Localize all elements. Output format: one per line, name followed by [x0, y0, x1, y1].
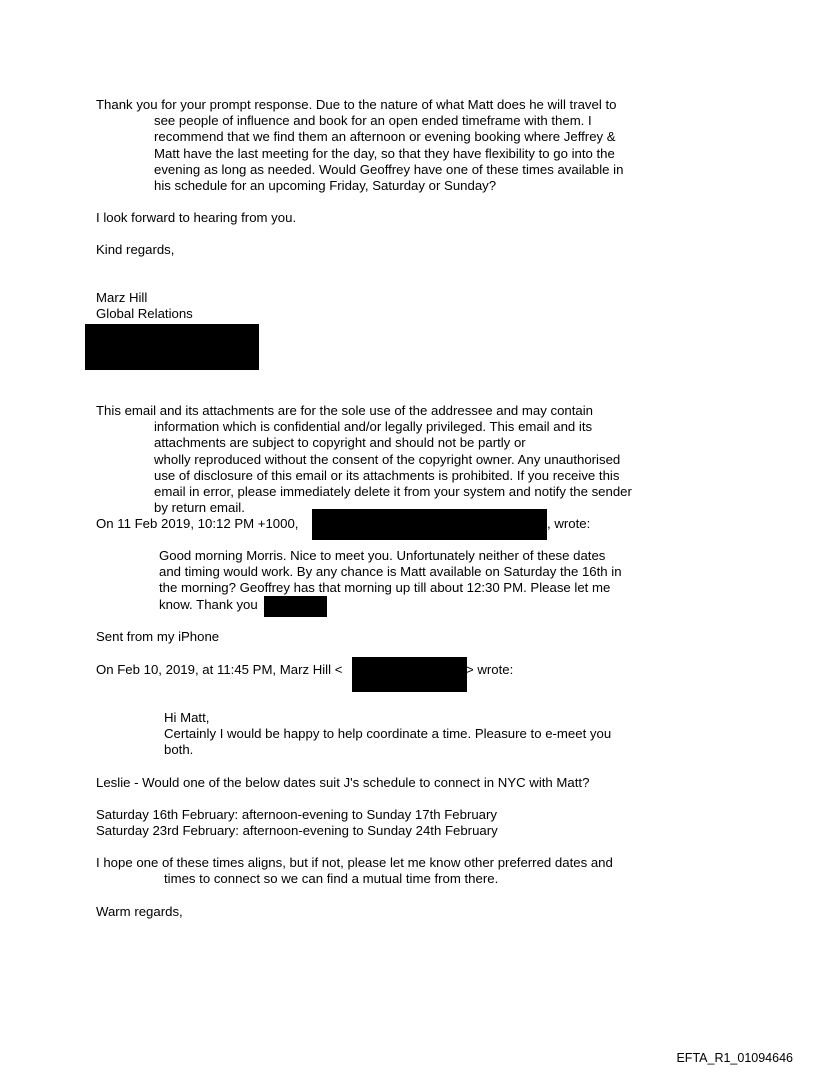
hope-line: times to connect so we can find a mutual time from there. [164, 871, 499, 887]
intro-paragraph [96, 97, 716, 194]
disclaimer-line: information which is confidential and/or legally privileged. This email and its [154, 419, 593, 435]
intro-line: his schedule for an upcoming Friday, Saturday or Sunday? [154, 178, 497, 194]
redaction-block [352, 657, 467, 692]
document-id: EFTA_R1_01094646 [676, 1051, 793, 1065]
date-option: Saturday 23rd February: afternoon-evening to Sunday 24th February [96, 823, 498, 839]
quote2-header-suffix: > wrote: [466, 662, 514, 677]
quote1-line: Good morning Morris. Nice to meet you. Unfortunately neither of these dates [159, 548, 606, 563]
disclaimer-line: attachments are subject to copyright and should not be partly or [154, 435, 526, 451]
intro-line: evening as long as needed. Would Geoffrey have one of these times available in [154, 161, 624, 177]
quote2-header-prefix: On Feb 10, 2019, at 11:45 PM, Marz Hill < [96, 662, 343, 677]
look-forward-text: I look forward to hearing from you. [96, 210, 297, 225]
quote1-line: the morning? Geoffrey has that morning up till about 12:30 PM. Please let me [159, 580, 611, 596]
sent-from-text: Sent from my iPhone [96, 629, 220, 644]
quote1-line: and timing would work. By any chance is Matt available on Saturday the 16th in [159, 564, 622, 580]
warm-regards-text: Warm regards, [96, 904, 183, 919]
hope-paragraph [96, 855, 716, 887]
intro-line: see people of influence and book for an open ended timeframe with them. I [154, 113, 592, 129]
quote1-header-suffix: , wrote: [547, 516, 591, 531]
quote2-line: Certainly I would be happy to help coordinate a time. Pleasure to e-meet you [164, 726, 612, 742]
leslie-question: Leslie - Would one of the below dates suit J's schedule to connect in NYC with Matt? [96, 775, 590, 790]
quote1-header-prefix: On 11 Feb 2019, 10:12 PM +1000, [96, 516, 299, 531]
date-option: Saturday 16th February: afternoon-evening to Sunday 17th February [96, 807, 498, 822]
quote2-line: both. [164, 742, 194, 758]
quote2-body [164, 710, 664, 759]
disclaimer-line: wholly reproduced without the consent of the copyright owner. Any unauthorised [154, 451, 621, 467]
disclaimer-line: by return email. [154, 500, 245, 516]
quote1-line: know. Thank you [159, 596, 258, 612]
date-options [96, 807, 498, 839]
disclaimer-line: email in error, please immediately delete it from your system and notify the sender [154, 484, 632, 500]
hope-line: I hope one of these times aligns, but if not, please let me know other preferred dates and [96, 855, 613, 870]
signature-title: Global Relations [96, 306, 193, 321]
quote2-line: Hi Matt, [164, 710, 210, 725]
disclaimer-line: This email and its attachments are for the sole use of the addressee and may contain [96, 403, 594, 418]
intro-line: recommend that we find them an afternoon or evening booking where Jeffrey & [154, 129, 616, 145]
redaction-block [85, 324, 259, 370]
quote1-body [159, 548, 679, 613]
intro-line: Thank you for your prompt response. Due to the nature of what Matt does he will travel to [96, 97, 617, 112]
closing-text: Kind regards, [96, 242, 175, 257]
signature-name: Marz Hill [96, 290, 148, 305]
redaction-block [312, 509, 547, 540]
intro-line: Matt have the last meeting for the day, so that they have flexibility to go into the [154, 145, 615, 161]
disclaimer-line: use of disclosure of this email or its attachments is prohibited. If you receive this [154, 467, 620, 483]
redaction-block [264, 596, 327, 617]
disclaimer-paragraph [96, 403, 716, 516]
